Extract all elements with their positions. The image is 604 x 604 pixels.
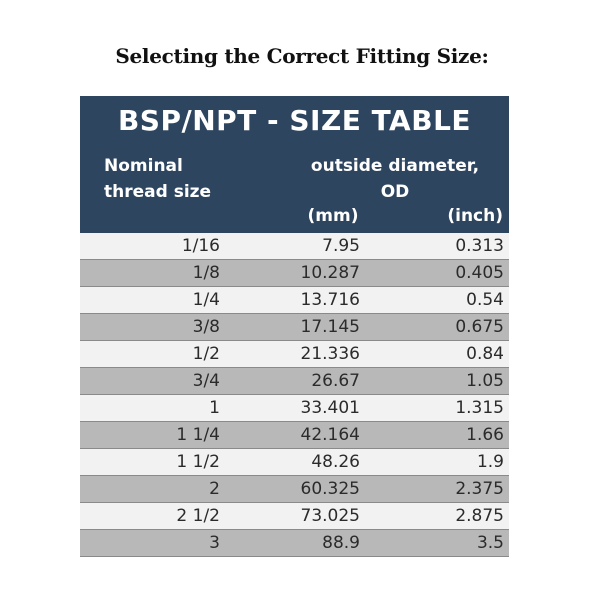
od-inch-cell: 1.9 xyxy=(476,452,504,472)
table-row xyxy=(80,476,509,503)
table-header xyxy=(80,96,509,233)
nominal-size-cell: 1/8 xyxy=(192,263,220,283)
nominal-size-cell: 2 xyxy=(209,479,220,499)
size-table xyxy=(80,96,509,566)
od-inch-cell: 0.84 xyxy=(466,344,504,364)
nominal-header-line2: thread size xyxy=(104,182,212,202)
table-row xyxy=(80,314,509,341)
table-row xyxy=(80,287,509,314)
od-inch-cell: 1.315 xyxy=(455,398,504,418)
od-header-line2: OD xyxy=(380,182,410,202)
od-mm-cell: 7.95 xyxy=(322,236,360,256)
od-inch-cell: 0.675 xyxy=(455,317,504,337)
od-mm-cell: 33.401 xyxy=(300,398,360,418)
nominal-header xyxy=(104,153,244,205)
nominal-size-cell: 1 1/4 xyxy=(176,425,220,445)
nominal-size-cell: 3/4 xyxy=(192,371,220,391)
nominal-size-cell: 1 xyxy=(209,398,220,418)
od-mm-cell: 13.716 xyxy=(300,290,360,310)
od-inch-cell: 0.54 xyxy=(466,290,504,310)
nominal-size-cell: 3 xyxy=(209,533,220,553)
page-caption: Selecting the Correct Fitting Size: xyxy=(115,44,489,68)
od-inch-cell: 2.875 xyxy=(455,506,504,526)
od-mm-cell: 21.336 xyxy=(300,344,360,364)
table-row xyxy=(80,233,509,260)
nominal-size-cell: 1/4 xyxy=(192,290,220,310)
nominal-size-cell: 1 1/2 xyxy=(176,452,220,472)
table-row xyxy=(80,422,509,449)
od-inch-cell: 2.375 xyxy=(455,479,504,499)
od-inch-cell: 0.313 xyxy=(455,236,504,256)
table-row xyxy=(80,449,509,476)
table-row xyxy=(80,503,509,530)
od-inch-cell: 0.405 xyxy=(455,263,504,283)
od-mm-cell: 73.025 xyxy=(300,506,360,526)
table-row xyxy=(80,395,509,422)
od-mm-cell: 17.145 xyxy=(300,317,360,337)
od-inch-cell: 3.5 xyxy=(476,533,504,553)
od-mm-cell: 60.325 xyxy=(300,479,360,499)
table-body xyxy=(80,233,509,557)
nominal-size-cell: 2 1/2 xyxy=(176,506,220,526)
od-inch-cell: 1.66 xyxy=(466,425,504,445)
od-mm-cell: 48.26 xyxy=(311,452,360,472)
table-title: BSP/NPT - SIZE TABLE xyxy=(117,104,472,137)
nominal-size-cell: 1/16 xyxy=(181,236,220,256)
table-row xyxy=(80,260,509,287)
inch-column-header: (inch) xyxy=(447,206,503,226)
od-mm-cell: 26.67 xyxy=(311,371,360,391)
nominal-header-line1: Nominal xyxy=(104,156,183,176)
od-header-line1: outside diameter, xyxy=(310,156,480,176)
od-inch-cell: 1.05 xyxy=(466,371,504,391)
od-mm-cell: 10.287 xyxy=(300,263,360,283)
mm-column-header: (mm) xyxy=(307,206,359,226)
table-row xyxy=(80,341,509,368)
od-header xyxy=(284,153,506,205)
nominal-size-cell: 1/2 xyxy=(192,344,220,364)
od-mm-cell: 88.9 xyxy=(322,533,360,553)
table-row xyxy=(80,530,509,557)
table-row xyxy=(80,368,509,395)
nominal-size-cell: 3/8 xyxy=(192,317,220,337)
od-mm-cell: 42.164 xyxy=(300,425,360,445)
